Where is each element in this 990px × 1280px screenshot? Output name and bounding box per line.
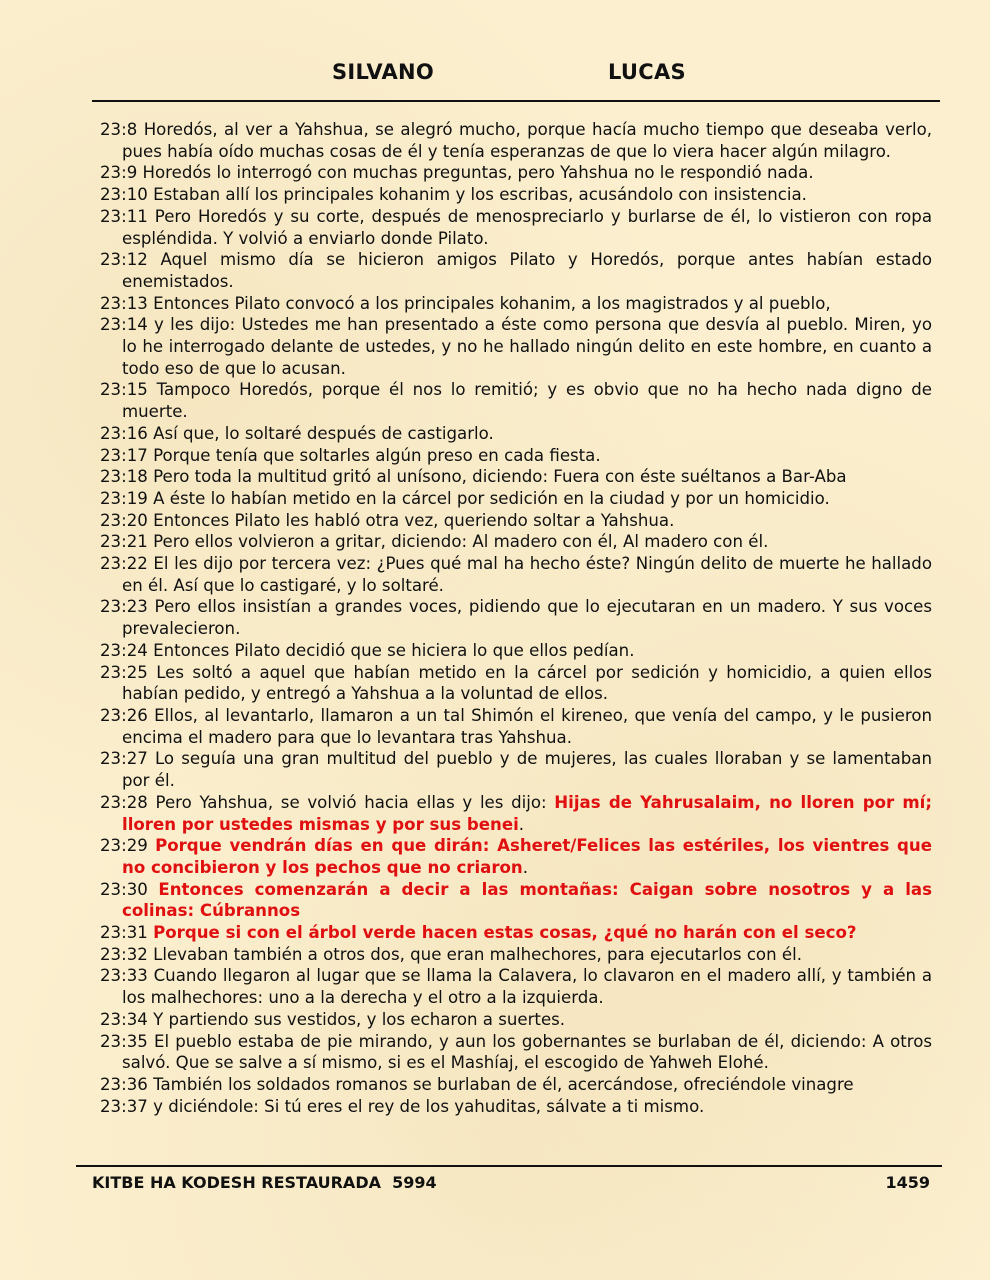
verse [100,314,932,379]
verse [100,423,932,445]
verse-number: 23:15 [100,380,148,400]
verse [100,249,932,292]
verse [100,531,932,553]
verse [100,835,932,878]
verse [100,510,932,532]
verse-number: 23:18 [100,467,148,487]
verse-number: 23:29 [100,836,148,856]
verse-text: Horedós, al ver a Yahshua, se alegró mucho, porque hacía mucho tiempo que deseaba verlo, pues había oído muchas cosas de él y tenía esperanzas de que lo viera hacer algún milagro. [122,120,932,161]
header-book-title: LUCAS [608,60,686,84]
header-left-title: SILVANO [332,60,435,84]
verse [100,922,932,944]
verse-text: Lo seguía una gran multitud del pueblo y de mujeres, las cuales lloraban y se lamentaban por él. [122,749,932,791]
verse-text: El les dijo por tercera vez: ¿Pues qué mal ha hecho éste? Ningún delito de muerte he hallado en él. Así que lo castigaré, y lo soltaré. [122,554,932,595]
verse-number: 23:26 [100,705,148,725]
page-number: 1459 [885,1173,930,1192]
verse-text: Pero ellos volvieron a gritar, diciendo: Al madero con él, Al madero con él. [153,532,769,552]
verse-text: Tampoco Horedós, porque él nos lo remitió; y es obvio que no ha hecho nada digno de muerte. [122,380,933,422]
verse-text-red: Entonces comenzarán a decir a las montañas: Caigan sobre nosotros y a las colinas: Cúbrannos [122,879,932,921]
verse-number: 23:36 [100,1074,148,1094]
verse [100,662,932,705]
verse-number: 23:30 [100,879,148,899]
verse-text: Ellos, al levantarlo, llamaron a un tal Shimón el kireneo, que venía del campo, y le pusieron encima el madero para que lo levantara tras Yahshua. [122,705,932,747]
verse [100,705,932,748]
verse [100,1096,932,1118]
verse-number: 23:8 [100,120,138,139]
verse-number: 23:20 [100,510,148,530]
verse-text: Entonces Pilato decidió que se hiciera lo que ellos pedían. [153,640,635,660]
verse [100,879,932,922]
verse [100,1031,932,1074]
verse-text: Cuando llegaron al lugar que se llama la Calavera, lo clavaron en el madero allí, y también a los malhechores: uno a la derecha y el otro a la izquierda. [122,966,932,1008]
verse-number: 23:19 [100,488,148,508]
verse-number: 23:13 [100,293,148,313]
verse-text: Llevaban también a otros dos, que eran malhechores, para ejecutarlos con él. [153,944,802,964]
verse-number: 23:14 [100,315,148,335]
verse [100,379,932,422]
verse-text: . [522,857,529,877]
verse-number: 23:10 [100,185,148,205]
verse-list [100,119,932,1117]
verse [100,1009,932,1031]
verse-text: y diciéndole: Si tú eres el rey de los yahuditas, sálvate a ti mismo. [153,1096,705,1116]
verse [100,640,932,662]
verse-text: También los soldados romanos se burlaban de él, acercándose, ofreciéndole vinagre [153,1074,854,1094]
verse [100,553,932,596]
verse-number: 23:34 [100,1009,148,1029]
verse-number: 23:16 [100,423,148,443]
verse-number: 23:28 [100,792,148,812]
verse-number: 23:12 [100,250,148,270]
verse [100,1074,932,1096]
verse-number: 23:27 [100,749,148,769]
verse-text-red: Hijas de Yahrusalaim, no lloren por mí; lloren por ustedes mismas y por sus benei [122,792,932,834]
verse-number: 23:37 [100,1096,148,1116]
verse [100,488,932,510]
verse-text: Entonces Pilato convocó a los principales kohanim, a los magistrados y al pueblo, [153,293,831,313]
verse-text: Porque tenía que soltarles algún preso en cada fiesta. [153,445,601,465]
verse-text: Entonces Pilato les habló otra vez, queriendo soltar a Yahshua. [153,510,675,530]
verse-number: 23:9 [100,163,138,183]
verse-text: Horedós lo interrogó con muchas preguntas, pero Yahshua no le respondió nada. [142,163,814,183]
verse [100,162,932,184]
verse [100,596,932,639]
verse [100,184,932,206]
verse-number: 23:23 [100,597,148,617]
verse-text: Aquel mismo día se hicieron amigos Pilato y Horedós, porque antes habían estado enemistados. [122,250,932,291]
verse-text: Pero Yahshua, se volvió hacia ellas y les dijo: [155,792,555,812]
verse-text: Pero toda la multitud gritó al unísono, diciendo: Fuera con éste suéltanos a Bar-Aba [153,467,847,487]
verse-text-red: Porque si con el árbol verde hacen estas cosas, ¿qué no harán con el seco? [153,923,857,943]
verse-number: 23:32 [100,944,148,964]
verse-number: 23:11 [100,206,148,226]
footer-book-edition: KITBE HA KODESH RESTAURADA 5994 [92,1173,437,1192]
verse-text: y les dijo: Ustedes me han presentado a éste como persona que desvía al pueblo. Miren, yo lo he interrogado delante de ustedes, y no he hallado ningún delito en este hombre, en cuanto a todo eso de que lo acusan. [122,315,932,378]
verse-text: Y partiendo sus vestidos, y los echaron a suertes. [153,1009,566,1029]
verse [100,293,932,315]
verse [100,119,932,162]
verse-number: 23:33 [100,966,148,986]
verse [100,965,932,1008]
verse-text: El pueblo estaba de pie mirando, y aun los gobernantes se burlaban de él, diciendo: A otros salvó. Que se salve a sí mismo, si es el Mashíaj, el escogido de Yahweh Elohé. [122,1031,932,1073]
verse-number: 23:21 [100,532,148,552]
verse-text: Pero Horedós y su corte, después de menospreciarlo y burlarse de él, lo vistieron con ropa espléndida. Y volvió a enviarlo donde Pilato. [122,206,932,248]
verse-text: Así que, lo soltaré después de castigarlo. [153,423,494,443]
verse-text: Pero ellos insistían a grandes voces, pidiendo que lo ejecutaran en un madero. Y sus voces prevalecieron. [122,597,932,639]
verse-number: 23:17 [100,445,148,465]
verse-number: 23:24 [100,640,148,660]
verse-number: 23:25 [100,662,148,682]
verse-number: 23:35 [100,1031,148,1051]
verse-number: 23:22 [100,554,148,574]
verse-text: Les soltó a aquel que habían metido en la cárcel por sedición y homicidio, a quien ellos habían pedido, y entregó a Yahshua a la voluntad de ellos. [122,662,932,704]
verse-text: . [518,814,525,834]
verse-text-red: Porque vendrán días en que dirán: Asheret/Felices las estériles, los vientres que no concibieron y los pechos que no criaron [122,836,933,877]
verse [100,748,932,791]
verse [100,792,932,835]
verse [100,466,932,488]
page-header [92,58,940,102]
verse-text: Estaban allí los principales kohanim y los escribas, acusándolo con insistencia. [153,185,807,205]
verse-number: 23:31 [100,923,148,943]
verse-text: A éste lo habían metido en la cárcel por sedición en la ciudad y por un homicidio. [153,488,830,508]
verse [100,445,932,467]
verse [100,206,932,249]
verse [100,944,932,966]
page-footer [76,1165,942,1197]
